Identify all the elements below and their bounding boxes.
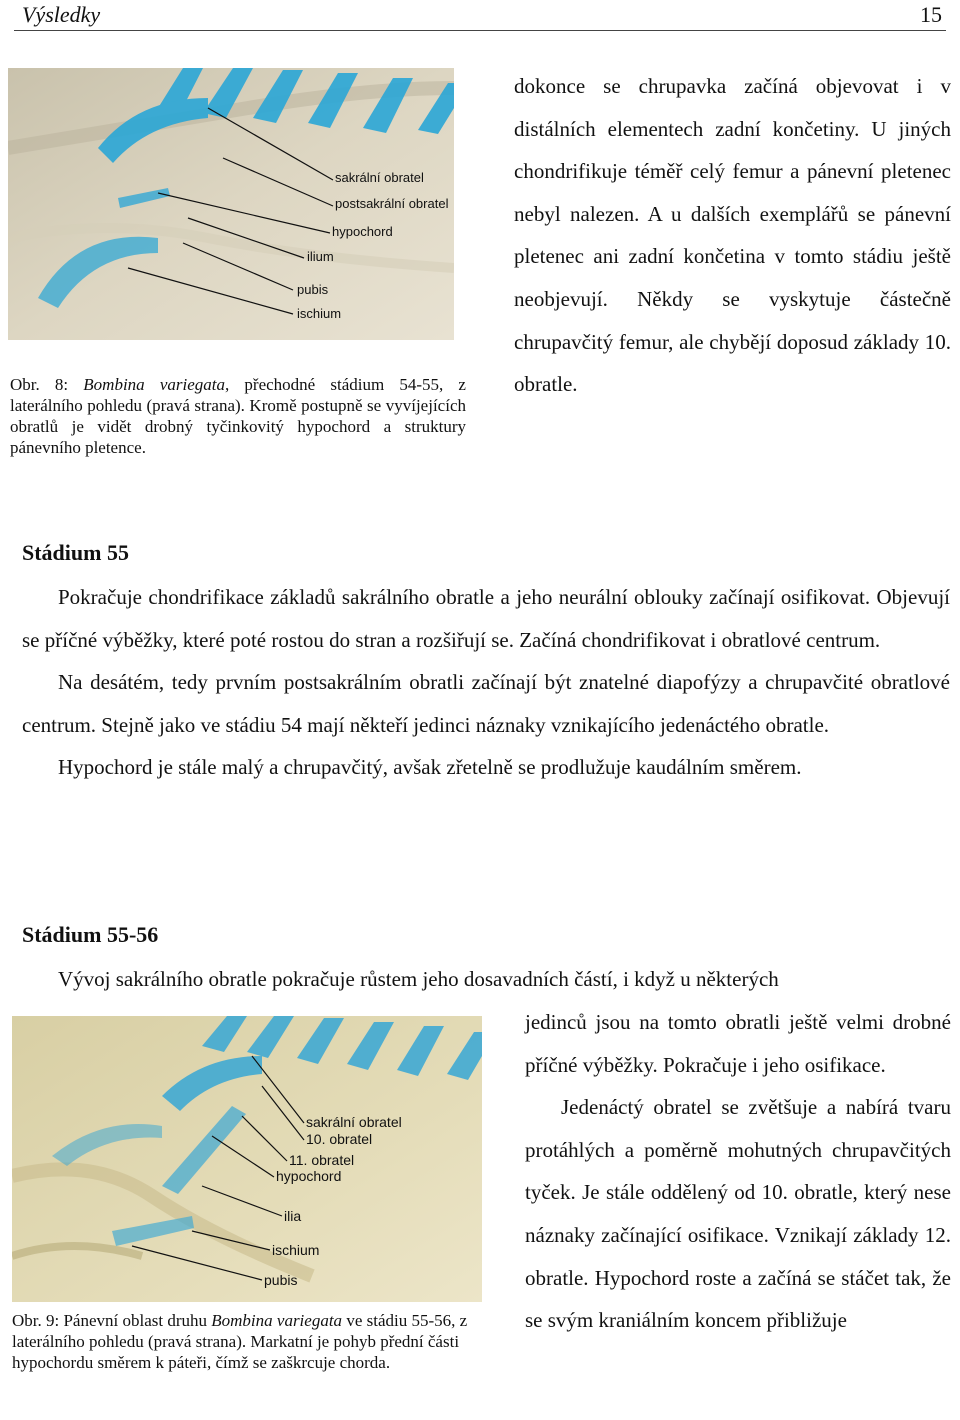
fig8-label-pubis: pubis [297,282,329,297]
fig8-label-hypochord: hypochord [332,224,393,239]
fig8-label-sakralni: sakrální obratel [335,170,424,185]
fig9-label-hypochord: hypochord [276,1168,342,1184]
right-column-text-bottom [525,1001,951,1342]
fig9-label-10-obratel: 10. obratel [306,1131,373,1147]
heading-stage-55: Stádium 55 [22,540,129,565]
section-title: Výsledky [22,2,101,27]
figure-8-image [8,68,454,340]
fig9-label-11-obratel: 11. obratel [289,1152,355,1168]
stage-55-text: Pokračuje chondrifikace základů sakrálního obratle a jeho neurální oblouky začínají osifikovat. Objevují se příčné výběžky, které poté rostou do stran a rozšiřují se. Začíná chondrifikovat i obratlové centrum. Na desátém, tedy prvním postsakrálním obratli začínají být znatelné diapofýzy a chrupavčité obratlové centrum. Stejně jako ve stádiu 54 mají někteří jedinci náznaky vznikajícího jedenáctého obratle. Hypochord je stále malý a chrupavčitý, avšak zřetelně se prodlužuje kaudálním směrem. [22,585,950,780]
fig8-label-ilium: ilium [307,249,334,264]
stage-55-56-paragraph-2: Jedenáctý obratel se zvětšuje a nabírá tvaru protáhlých a poměrně mohutných chrupavčitých tyček. Je stále oddělený od 10. obratle, který nese náznaky začínající osifikace. Vznikají základy 12. obratle. Hypochord roste a začíná se stáčet tak, že se svým kraniálním koncem přibližuje [525,1095,951,1333]
fig9-label-ilia: ilia [284,1208,302,1224]
fig9-label-pubis: pubis [264,1272,298,1288]
stage-55-56-intro: Vývoj sakrálního obratle pokračuje růstem jeho dosavadních částí, i když u některých [58,967,779,991]
fig9-label-sakralni: sakrální obratel [306,1114,402,1130]
figure-9-image [12,1016,482,1302]
page-header [14,0,946,31]
right-column-text-top [514,65,951,406]
fig8-label-postsakralni: postsakrální obratel [335,196,449,211]
figure-8-caption: Obr. 8: Bombina variegata, přechodné stádium 54-55, z laterálního pohledu (pravá strana). Kromě postupně se vyvíjejících obratlů je vidět drobný tyčinkovitý hypochord a struktury pánevního pletence. [10,375,466,457]
fig9-label-ischium: ischium [272,1242,320,1258]
figure-9-caption: Obr. 9: Pánevní oblast druhu Bombina variegata ve stádiu 55-56, z laterálního pohledu (pravá strana). Markatní je pohyb přední části hypochordu směrem k páteři, čímž se zaškrcuje chorda. [12,1311,468,1372]
fig9-species: Bombina variegata [211,1311,343,1330]
right-column-paragraph: dokonce se chrupavka začíná objevovat i v distálních elementech zadní končetiny. U jiných chondrifikuje téměř celý femur a pánevní pletenec nebyl nalezen. A u dalších exemplářů se pánevní pletenec ani zadní končetina v tomto stádiu ještě neobjevují. Někdy se vyskytuje částečně chrupavčitý femur, ale chybějí doposud základy 10. obratle. [514,74,951,397]
stage-55-56-continuation: jedinců jsou na tomto obratli ještě velmi drobné příčné výběžky. Pokračuje i jeho osifikace. [525,1010,951,1077]
heading-stage-55-56: Stádium 55-56 [22,922,159,947]
fig8-species: Bombina variegata [83,375,225,394]
page-number: 15 [920,2,942,27]
fig8-label-ischium: ischium [297,306,342,321]
